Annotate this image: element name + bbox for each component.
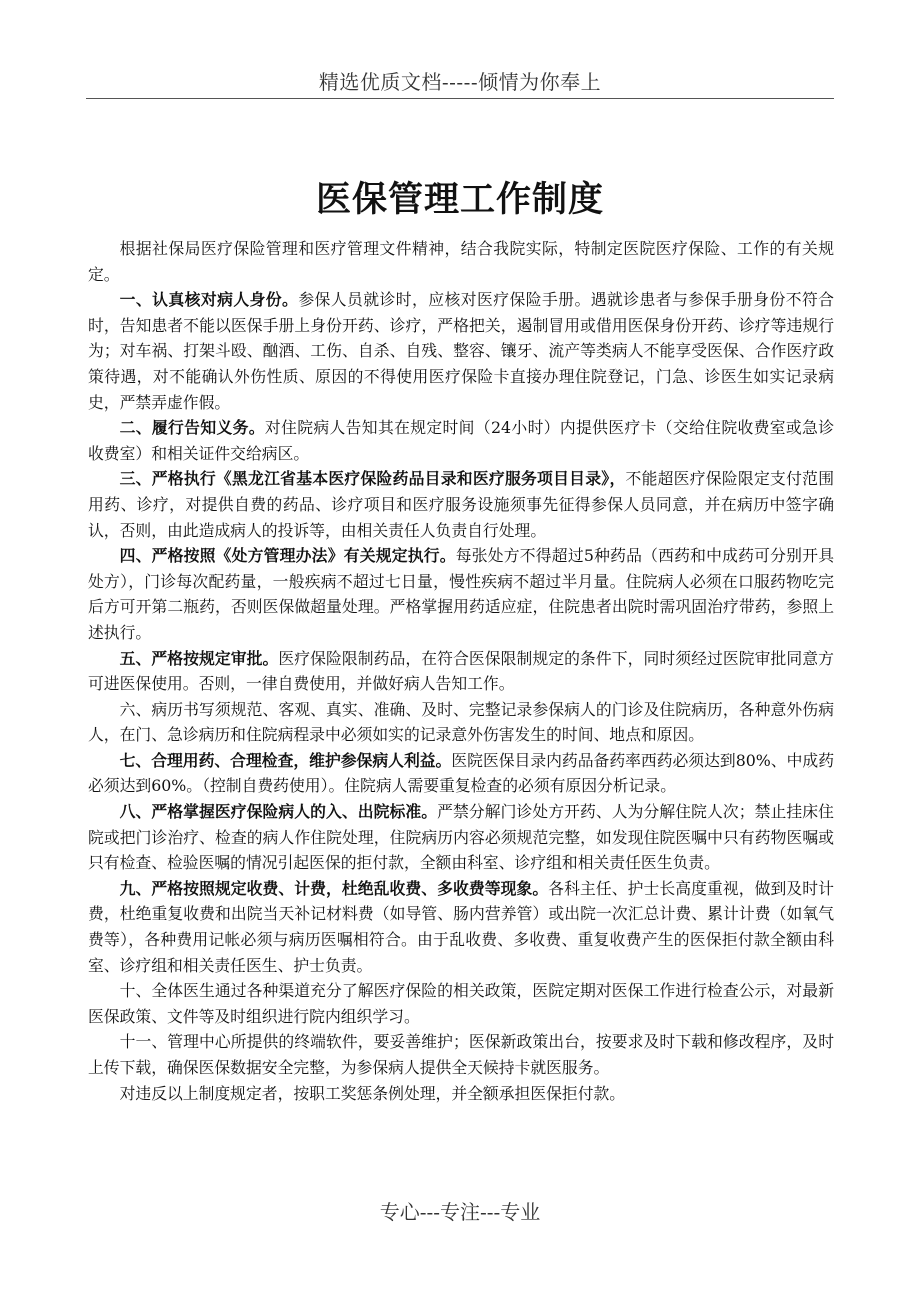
section-heading: 四、严格按照《处方管理办法》有关规定执行。: [119, 546, 456, 566]
section-heading: 五、严格按规定审批。: [119, 648, 279, 668]
section-paragraph: [88, 697, 834, 748]
section-paragraph: [88, 415, 834, 466]
section-text: 参保人员就诊时，应核对医疗保险手册。遇就诊患者与参保手册身份不符合时，告知患者不能以医保手册上身份开药、诊疗，严格把关，遏制冒用或借用医保身份开药、诊疗等违规行为；对车祸、打架斗殴、酗酒、工伤、自杀、自残、整容、镶牙、流产等类病人不能享受医保、合作医疗政策待遇，对不能确认外伤性质、原因的不得使用医疗保险卡直接办理住院登记，门急、诊医生如实记录病史，严禁弄虚作假。: [88, 290, 834, 412]
section-text: 十一、管理中心所提供的终端软件，要妥善维护；医保新政策出台，按要求及时下载和修改程序，及时上传下载，确保医保数据安全完整，为参保病人提供全天候持卡就医服务。: [88, 1032, 834, 1077]
section-text: 严禁分解门诊处方开药、人为分解住院人次；禁止挂床住院或把门诊治疗、检查的病人作住院处理，住院病历内容必须规范完整，如发现住院医嘱中只有药物医嘱或只有检查、检验医嘱的情况引起医保的拒付款，全额由科室、诊疗组和相关责任医生负责。: [88, 802, 834, 873]
closing-paragraph: 对违反以上制度规定者，按职工奖惩条例处理，并全额承担医保拒付款。: [119, 1083, 626, 1103]
document-title: 医保管理工作制度: [315, 179, 604, 220]
page-footer: 专心---专注---专业: [379, 1200, 541, 1224]
section-text: 医院医保目录内药品备药率西药必须达到80%、中成药必须达到60%。（控制自费药使用）。住院病人需要重复检查的必须有原因分析记录。: [88, 750, 834, 796]
section-text: 十、全体医生通过各种渠道充分了解医疗保险的相关政策，医院定期对医保工作进行检查公示，对最新医保政策、文件等及时组织进行院内组织学习。: [88, 981, 834, 1026]
section-paragraph: [88, 466, 834, 543]
section-heading: 三、严格执行《黑龙江省基本医疗保险药品目录和医疗服务项目目录》，: [119, 469, 626, 489]
document-body: [88, 236, 834, 1106]
section-heading: 二、履行告知义务。: [119, 418, 265, 438]
section-text: 各科主任、护士长高度重视，做到及时计费，杜绝重复收费和出院当天补记材料费（如导管、肠内营养管）或出院一次汇总计费、累计计费（如氧气费等），各种费用记帐必须与病历医嘱相符合。由于乱收费、多收费、重复收费产生的医保拒付款全额由科室、诊疗组和相关责任医生、护士负责。: [88, 878, 834, 975]
section-text: 每张处方不得超过5种药品（西药和中成药可分别开具处方），门诊每次配药量，一般疾病不超过七日量，慢性疾病不超过半月量。住院病人必须在口服药物吃完后方可开第二瓶药，否则医保做超量处理。严格掌握用药适应症，住院患者出院时需巩固治疗带药，参照上述执行。: [88, 546, 834, 642]
section-paragraph: [88, 543, 834, 645]
header-divider: [86, 98, 834, 99]
section-heading: 一、认真核对病人身份。: [119, 290, 299, 310]
section-paragraph: [88, 978, 834, 1029]
section-text: 不能超医疗保险限定支付范围用药、诊疗，对提供自费的药品、诊疗项目和医疗服务设施须事先征得参保人员同意，并在病历中签字确认，否则，由此造成病人的投诉等，由相关责任人负责自行处理。: [88, 469, 834, 540]
section-paragraph: [88, 748, 834, 799]
section-text: 六、病历书写须规范、客观、真实、准确、及时、完整记录参保病人的门诊及住院病历，各种意外伤病人，在门、急诊病历和住院病程录中必须如实的记录意外伤害发生的时间、地点和原因。: [88, 699, 834, 745]
section-heading: 八、严格掌握医疗保险病人的入、出院标准。: [119, 802, 438, 822]
section-paragraph: [88, 799, 834, 876]
section-paragraph: [88, 287, 834, 415]
section-paragraph: [88, 646, 834, 697]
section-heading: 七、合理用药、合理检查，维护参保病人利益。: [119, 750, 452, 770]
page-header: 精选优质文档-----倾情为你奉上: [318, 70, 602, 94]
section-heading: 九、严格按照规定收费、计费，杜绝乱收费、多收费等现象。: [119, 878, 549, 898]
section-paragraph: [88, 876, 834, 978]
section-paragraph: [88, 1029, 834, 1080]
section-text: 对住院病人告知其在规定时间（24小时）内提供医疗卡（交给住院收费室或急诊收费室）和相关证件交给病区。: [88, 418, 834, 463]
section-text: 医疗保险限制药品，在符合医保限制规定的条件下，同时须经过医院审批同意方可进医保使用。否则，一律自费使用，并做好病人告知工作。: [88, 648, 834, 694]
intro-paragraph: 根据社保局医疗保险管理和医疗管理文件精神，结合我院实际，特制定医院医疗保险、工作的有关规定。: [88, 239, 834, 284]
